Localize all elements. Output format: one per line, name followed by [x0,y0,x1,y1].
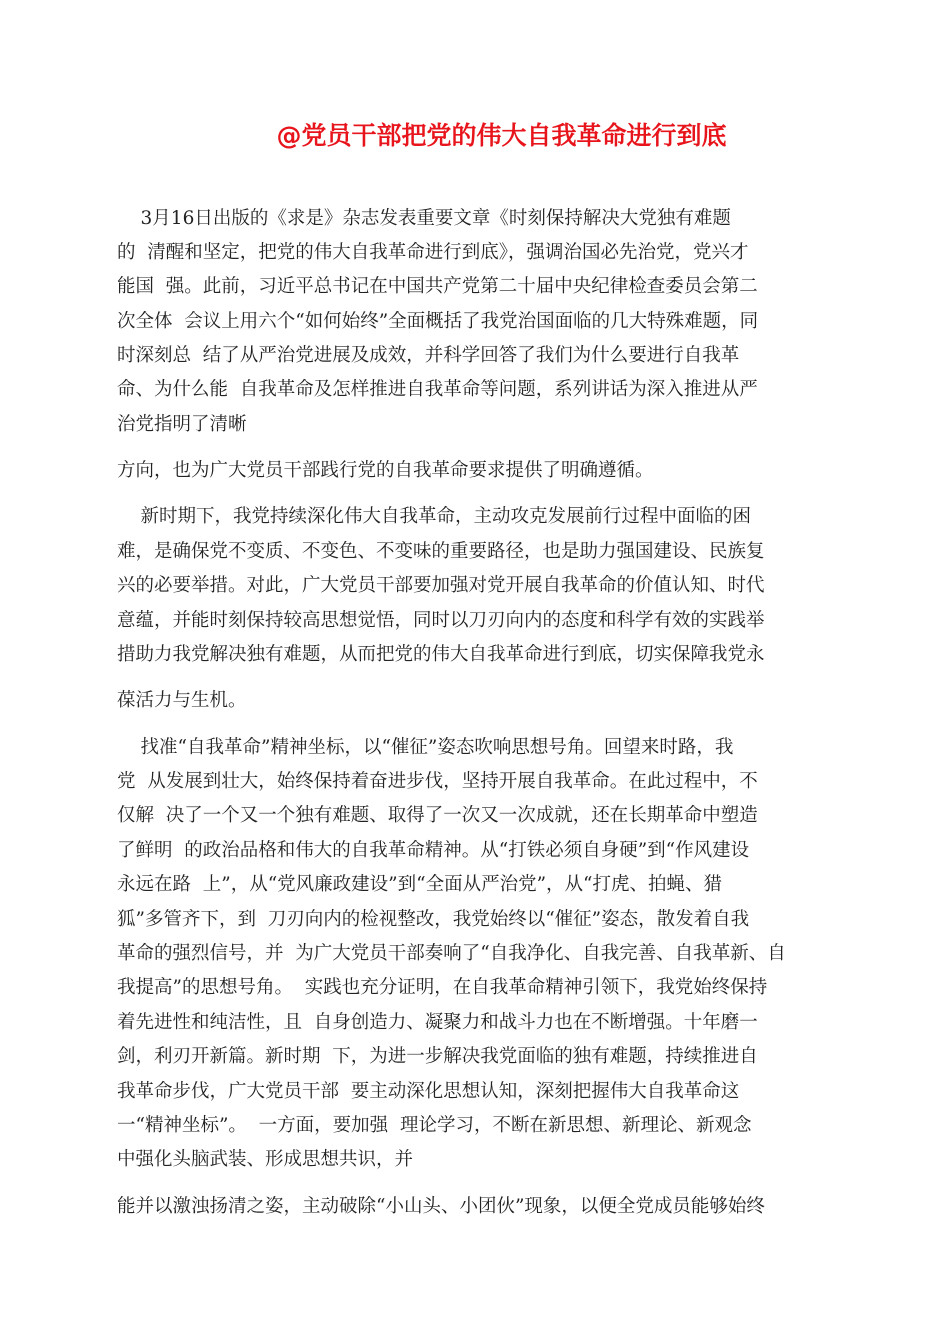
paragraph-line: 中强化头脑武装、形成思想共识，并 [117,1149,414,1170]
paragraph-line: 能并以激浊扬清之姿，主动破除“小山头、小团伙”现象，以便全党成员能够始终 [117,1196,765,1217]
paragraph-line: 找准“自我革命”精神坐标，以“催征”姿态吹响思想号角。回望来时路，我 [117,737,734,758]
document-title: @党员干部把党的伟大自我革命进行到底 [276,121,727,150]
paragraph-line: 着先进性和纯洁性，且 自身创造力、凝聚力和战斗力也在不断增强。十年磨一 [117,1012,758,1033]
paragraph-line: 我提高”的思想号角。 实践也充分证明，在自我革命精神引领下，我党始终保持 [117,977,768,998]
paragraph-line: 难，是确保党不变质、不变色、不变味的重要路径，也是助力强国建设、民族复 [117,541,765,562]
paragraph-line: 剑，利刃开新篇。新时期 下，为进一步解决我党面临的独有难题，持续推进自 [117,1046,758,1067]
paragraph-line: 葆活力与生机。 [117,690,247,711]
paragraph-line: 治党指明了清晰 [117,414,247,435]
paragraph-line: 方向，也为广大党员干部践行党的自我革命要求提供了明确遵循。 [117,460,654,481]
paragraph-line: 党 从发展到壮大，始终保持着奋进步伐，坚持开展自我革命。在此过程中，不 [117,771,758,792]
paragraph-line: 永远在路 上”，从“党风廉政建设”到“全面从严治党”，从“打虎、拍蝇、猎 [117,874,723,895]
paragraph-line: 新时期下，我党持续深化伟大自我革命，主动攻克发展前行过程中面临的困 [117,506,752,527]
paragraph-line: 措助力我党解决独有难题，从而把党的伟大自我革命进行到底，切实保障我党永 [117,644,765,665]
paragraph-line: 了鲜明 的政治品格和伟大的自我革命精神。从“打铁必须自身硬”到“作风建设 [117,840,750,861]
paragraph-line: 革命的强烈信号，并 为广大党员干部奏响了“自我净化、自我完善、自我革新、自 [117,943,786,964]
paragraph-line: 我革命步伐，广大党员干部 要主动深化思想认知，深刻把握伟大自我革命这 [117,1081,740,1102]
paragraph-line: 一“精神坐标”。 一方面，要加强 理论学习，不断在新思想、新理论、新观念 [117,1115,752,1136]
paragraph-line: 仅解 决了一个又一个独有难题、取得了一次又一次成就，还在长期革命中塑造 [117,805,758,826]
paragraph-line: 命、为什么能 自我革命及怎样推进自我革命等问题，系列讲话为深入推进从严 [117,379,758,400]
paragraph-line: 的 清醒和坚定，把党的伟大自我革命进行到底》，强调治国必先治党，党兴才 [117,242,749,263]
paragraph-line: 兴的必要举措。对此，广大党员干部要加强对党开展自我革命的价值认知、时代 [117,575,765,596]
paragraph-line: 能国 强。此前，习近平总书记在中国共产党第二十届中央纪律检查委员会第二 [117,276,758,297]
paragraph-line: 狐”多管齐下，到 刀刃向内的检视整改，我党始终以“催征”姿态，散发着自我 [117,909,750,930]
paragraph-line: 3月16日出版的《求是》杂志发表重要文章《时刻保持解决大党独有难题 [117,208,731,229]
paragraph-line: 意蕴，并能时刻保持较高思想觉悟，同时以刀刃向内的态度和科学有效的实践举 [117,610,765,631]
paragraph-line: 时深刻总 结了从严治党进展及成效，并科学回答了我们为什么要进行自我革 [117,345,740,366]
paragraph-line: 次全体 会议上用六个“如何始终”全面概括了我党治国面临的几大特殊难题，同 [117,311,759,332]
